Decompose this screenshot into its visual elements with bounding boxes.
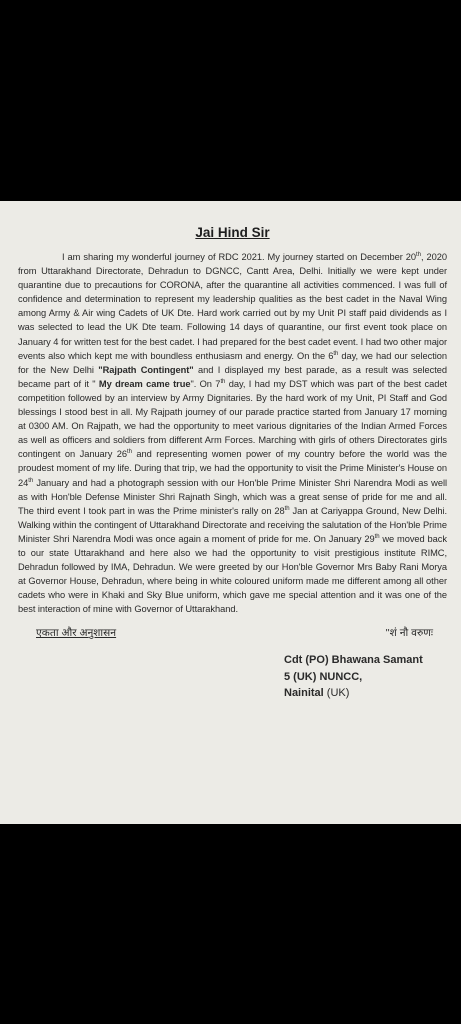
body-text-1: I am sharing my wonderful journey of RDC 2021. My journey started on December 20 <box>62 252 417 262</box>
signature-city: Nainital <box>284 687 324 700</box>
body-text-9: Jan at Cariyappa Ground, New Delhi. Walking within the contingent of Uttarakhand Directorate and receiving the salutation of the Hon'ble Prime Minister Shri Narendra Modi was once again a moment of pride for me. On January 29 <box>18 505 448 544</box>
body-text-8: January and had a photograph session with our Hon'ble Prime Minister Shri Narendra Modi as well as with Hon'ble Defense Minister Shri Rajnath Singh, which was a great sense of pride for me and all. The third event I took part in was the Prime minister's rally on 28 <box>18 477 447 516</box>
body-text-4: and I displayed my best parade, as a result was selected became part of it " <box>18 364 447 389</box>
body-text-2: , 2020 from Uttarakhand Directorate, Dehradun to DGNCC, Cantt Area, Delhi. Initially we were kept under quarantine due to precautions for CORONA, after the quarantine all activities commenced. I was full of confidence and determination to represent my leadership qualities as the best cadet in the Naval Wing among Army & Air wing Cadets of UK Dte. Hard work carried out by my Unit PI staff paid dividends as I was selected to lead the UK Dte team. Following 14 days of quarantine, our first event took place on January 4 for written test for the best cadet. I had prepared for the best cadet event. I had two other major events also which kept me with boundless enthusiasm and energy. On the 6 <box>18 252 447 361</box>
signature-block <box>284 652 447 702</box>
body-text-10: we moved back to our state Uttarakhand and here also we had the opportunity to visit prestigious institute RIMC, Dehradun followed by IMA, Dehradun. We were greeted by our Hon'ble Governor Mrs Baby Rani Morya at Governor House, Dehradun, where being in white coloured uniform made me different among all other cadets who were in Khaki and Sky Blue uniform, which gave me special attention and it was one of the best interaction of mine with Governor of Uttarakhand. <box>18 533 447 615</box>
ordinal-suffix: th <box>284 505 290 512</box>
dream-came-true-text: My dream came true <box>95 378 191 389</box>
body-text-6: day, I had my DST which was part of the best cadet competition followed by an interview by Army Dignitaries. By the hard work of my Unit, PI Staff and God blessings I stood best in all. My Rajpath journey of our parade practice started from January 17 morning at 0300 AM. On Rajpath, we had the opportunity to meet various dignitaries of the Indian Armed Forces as well as officers and soldiers from different Arm Forces. Marching with girls of others Directorates girls contingent on January 26 <box>18 378 447 460</box>
body-text-7: and representing women power of my country before the world was the proudest moment of my life. During that trip, we had the opportunity to visit the Prime Minister's House on 24 <box>18 449 447 488</box>
letter-page <box>0 201 461 824</box>
ordinal-suffix: th <box>127 449 132 456</box>
rajpath-contingent-text: "Rajpath Contingent" <box>98 364 194 375</box>
body-text-3: day, we had our selection for the New Delhi <box>18 350 448 375</box>
ordinal-suffix: th <box>374 533 380 540</box>
signature-place <box>284 685 447 702</box>
body-text-5: ". On 7 <box>190 378 221 389</box>
ordinal-suffix: th <box>220 378 226 385</box>
ordinal-suffix: th <box>28 477 34 484</box>
ordinal-suffix: th <box>416 251 421 258</box>
salutation-text: ''शं नौ वरुणः <box>385 627 433 640</box>
signature-name: Cdt (PO) Bhawana Samant <box>284 654 423 667</box>
letter-body <box>18 250 447 616</box>
motto-text: एकता और अनुशासन <box>36 627 117 640</box>
signature-unit: 5 (UK) NUNCC, <box>284 670 363 683</box>
footer-row <box>18 626 447 640</box>
letter-title: Jai Hind Sir <box>195 225 270 240</box>
letter-paragraph <box>18 250 447 616</box>
ordinal-suffix: th <box>333 350 339 357</box>
signature-state: (UK) <box>323 687 350 700</box>
